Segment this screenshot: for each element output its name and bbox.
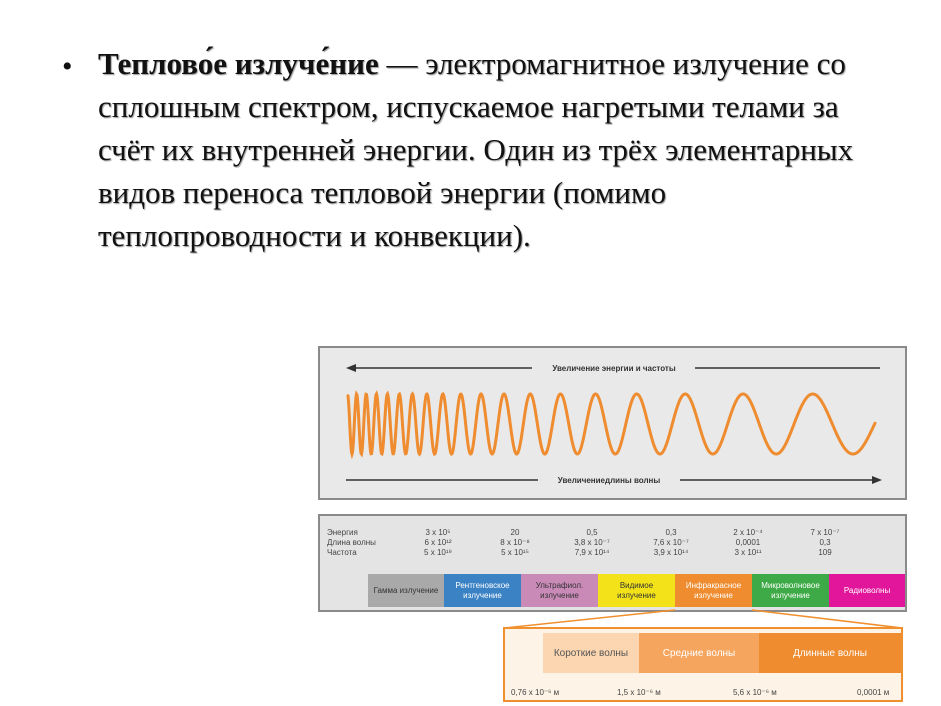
cell-energy-1: 3 x 10⁵ — [425, 528, 451, 537]
band-microwave: Микроволновое излучение — [752, 574, 829, 607]
definition-body: — электромагнитное излучение со сплошным спектром, испускаемое нагретыми телами за счёт их внутренней энергии. Один из трёх элементарных видов переноса тепловой энергии (помимо теплопроводности и конвекции). — [98, 46, 854, 253]
row-label-energy: Энергия — [327, 528, 358, 537]
bottom-arrow-head — [872, 476, 882, 484]
ir-long-waves: Длинные волны — [759, 633, 901, 673]
cell-frequency-5: 3 x 10¹¹ — [734, 548, 762, 557]
cell-wavelength-6: 0,3 — [819, 538, 831, 547]
cell-energy-2: 20 — [510, 528, 520, 537]
band-ultraviolet: Ультрафиол. излучение — [521, 574, 598, 607]
cell-energy-6: 7 x 10⁻⁷ — [810, 528, 840, 537]
ir-scale-4: 0,0001 м — [857, 688, 890, 697]
wave-panel — [318, 346, 907, 500]
cell-frequency-2: 5 x 10¹⁵ — [501, 548, 529, 557]
cell-energy-4: 0,3 — [665, 528, 677, 537]
band-xray: Рентгеновское излучение — [444, 574, 521, 607]
cell-energy-3: 0,5 — [586, 528, 598, 537]
band-visible: Видимое излучение — [598, 574, 675, 607]
cell-frequency-1: 5 x 10¹⁹ — [424, 548, 452, 557]
row-label-wavelength: Длина волны — [327, 538, 376, 547]
cell-frequency-6: 109 — [818, 548, 832, 557]
infrared-detail — [503, 627, 903, 702]
connector-right — [752, 610, 902, 628]
wave-line — [348, 394, 875, 454]
ir-short-waves: Короткие волны — [543, 633, 639, 673]
connector-left — [504, 610, 675, 628]
ir-scale-2: 1,5 x 10⁻⁶ м — [617, 688, 661, 697]
cell-wavelength-1: 6 x 10¹² — [424, 538, 452, 547]
cell-wavelength-3: 3,8 x 10⁻⁷ — [574, 538, 610, 547]
ir-scale-3: 5,6 x 10⁻⁶ м — [733, 688, 777, 697]
spectrum-table — [318, 514, 907, 612]
band-gamma: Гамма излучение — [368, 574, 444, 607]
wave-diagram — [320, 348, 905, 498]
cell-frequency-3: 7,9 x 10¹⁴ — [574, 548, 610, 557]
bullet-marker: • — [62, 50, 73, 83]
band-radio: Радиоволны — [829, 574, 905, 607]
cell-energy-5: 2 x 10⁻⁴ — [733, 528, 763, 537]
cell-wavelength-4: 7,6 x 10⁻⁷ — [653, 538, 689, 547]
definition-text — [98, 42, 888, 257]
ir-medium-waves: Средние волны — [639, 633, 759, 673]
top-arrow-label: Увеличение энергии и частоты — [552, 364, 676, 373]
band-infrared: Инфракрасное излучение — [675, 574, 752, 607]
bottom-arrow-label: Увеличениедлины волны — [557, 476, 661, 485]
cell-wavelength-5: 0,0001 — [735, 538, 761, 547]
row-label-frequency: Частота — [327, 548, 357, 557]
top-arrow-head — [346, 364, 356, 372]
term-bold: Теплово́е излуче́ние — [98, 46, 379, 81]
cell-wavelength-2: 8 x 10⁻⁸ — [500, 538, 530, 547]
cell-frequency-4: 3,9 x 10¹⁴ — [653, 548, 689, 557]
ir-scale-1: 0,76 x 10⁻⁶ м — [511, 688, 560, 697]
